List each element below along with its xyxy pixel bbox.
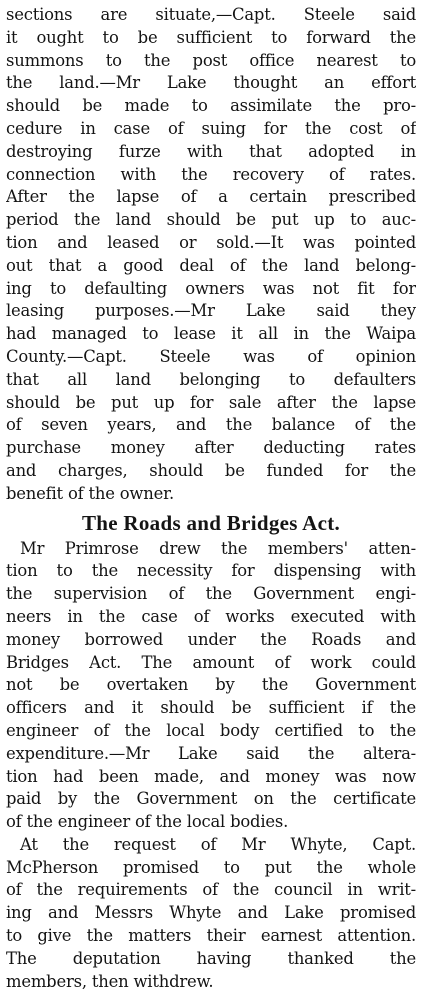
text-line: the supervision of the Government engi- bbox=[6, 584, 416, 604]
text-line: summons to the post office nearest to bbox=[6, 50, 416, 70]
text-line: of the engineer of the local bodies. bbox=[6, 812, 289, 832]
text-line: should be made to assimilate the pro- bbox=[6, 96, 416, 116]
text-line: purchase money after deducting rates bbox=[6, 438, 416, 458]
text-line: money borrowed under the Roads and bbox=[6, 629, 416, 649]
text-line: ing to defaulting owners was not fit for bbox=[6, 278, 416, 298]
text-line: destroying furze with that adopted in bbox=[6, 141, 416, 161]
text-line: should be put up for sale after the lapse bbox=[6, 392, 416, 412]
text-line: tion had been made, and money was now bbox=[6, 766, 416, 786]
text-line: tion and leased or sold.—It was pointed bbox=[6, 232, 416, 252]
section-heading: The Roads and Bridges Act. bbox=[81, 510, 341, 535]
text-line: benefit of the owner. bbox=[6, 483, 174, 503]
text-line: connection with the recovery of rates. bbox=[6, 164, 416, 184]
paragraph-furze-rates bbox=[6, 4, 416, 506]
text-line: engineer of the local body certified to the bbox=[6, 720, 416, 740]
text-line: it ought to be sufficient to forward the bbox=[6, 27, 416, 47]
text-line: At the request of Mr Whyte, Capt. bbox=[20, 834, 416, 854]
text-line: out that a good deal of the land belong- bbox=[6, 255, 416, 275]
text-line: cedure in case of suing for the cost of bbox=[6, 118, 416, 138]
text-line: ing and Messrs Whyte and Lake promised bbox=[6, 903, 416, 923]
text-line: The deputation having thanked the bbox=[6, 948, 416, 968]
newspaper-column bbox=[6, 4, 416, 993]
text-line: officers and it should be sufficient if the bbox=[6, 698, 416, 718]
text-line: Bridges Act. The amount of work could bbox=[6, 652, 416, 672]
text-line: the land.—Mr Lake thought an effort bbox=[6, 73, 416, 93]
text-line: period the land should be put up to auc- bbox=[6, 210, 416, 230]
paragraph-roads-bridges bbox=[6, 538, 416, 834]
paragraph-deputation bbox=[6, 834, 416, 994]
text-line: leasing purposes.—Mr Lake said they bbox=[6, 301, 416, 321]
text-line: expenditure.—Mr Lake said the altera- bbox=[6, 743, 416, 763]
text-line: sections are situate,—Capt. Steele said bbox=[6, 5, 416, 24]
text-line: After the lapse of a certain prescribed bbox=[6, 187, 416, 207]
text-line: of seven years, and the balance of the bbox=[6, 415, 416, 435]
text-line: neers in the case of works executed with bbox=[6, 606, 416, 626]
text-line: McPherson promised to put the whole bbox=[6, 857, 416, 877]
text-line: Mr Primrose drew the members' atten- bbox=[20, 538, 416, 558]
text-line: of the requirements of the council in writ- bbox=[6, 880, 416, 900]
text-line: paid by the Government on the certificate bbox=[6, 789, 416, 809]
text-line: to give the matters their earnest attention. bbox=[6, 926, 416, 946]
text-line: had managed to lease it all in the Waipa bbox=[6, 324, 416, 344]
text-line: County.—Capt. Steele was of opinion bbox=[6, 346, 416, 366]
text-line: and charges, should be funded for the bbox=[6, 460, 416, 480]
text-line: tion to the necessity for dispensing with bbox=[6, 561, 416, 581]
text-line: members, then withdrew. bbox=[6, 971, 214, 991]
text-line: not be overtaken by the Government bbox=[6, 675, 416, 695]
text-line: that all land belonging to defaulters bbox=[6, 369, 416, 389]
